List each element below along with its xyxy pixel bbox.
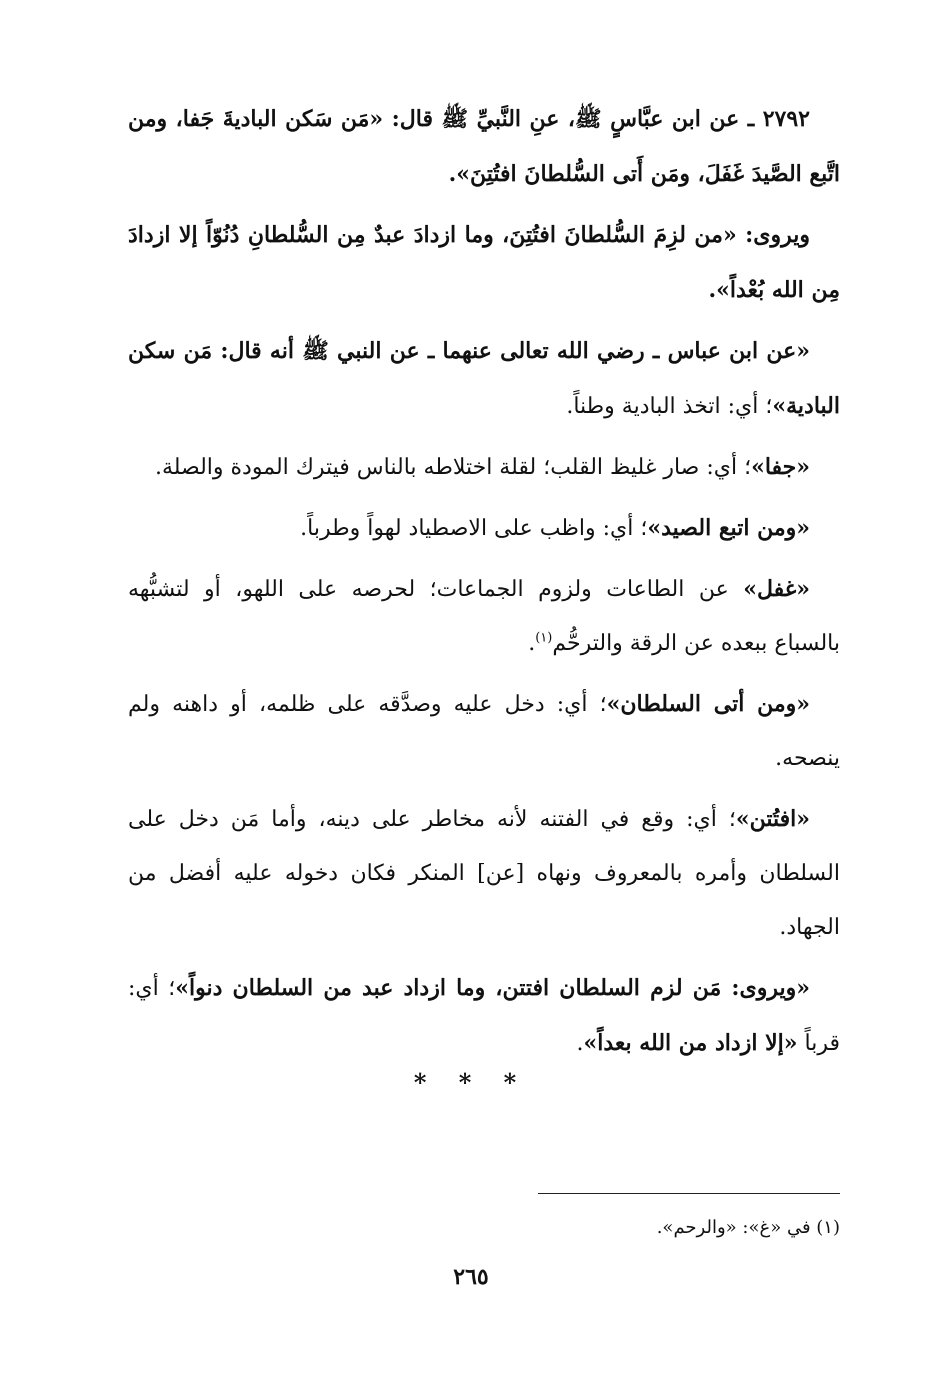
- paragraph: [128, 562, 840, 671]
- paragraph: [128, 961, 840, 1071]
- commentary-text: ؛ أي: اتخذ البادية وطناً.: [566, 394, 773, 419]
- paragraph: [128, 501, 840, 556]
- quoted-text: «عن ابن عباس ـ رضي الله تعالى عنهما ـ عن النبي ﷺ أنه قال: مَن سكن البادية»: [128, 338, 840, 419]
- commentary-text: .: [528, 631, 536, 656]
- commentary-text: ؛ أي: دخل عليه وصدَّقه على ظلمه، أو داهنه ولم ينصحه.: [128, 692, 840, 771]
- quoted-text: «جفا»: [751, 454, 810, 480]
- footnote-rule: [538, 1193, 840, 1194]
- commentary-text: ؛ أي: وقع في الفتنه لأنه مخاطر على دينه، وأما مَن دخل على السلطان وأمره بالمعروف ونهاه [عن] المنكر فكان دخوله عليه أفضل من الجهاد.: [128, 807, 840, 940]
- quoted-text: «ومن اتبع الصيد»: [647, 515, 810, 541]
- commentary-text: عن الطاعات ولزوم الجماعات؛ لحرصه على اللهو، أو لتشبُّهه بالسباع ببعده عن الرقة والترحُّم: [128, 577, 840, 656]
- paragraph: [128, 440, 840, 495]
- quoted-text: ٢٧٩٢ ـ عن ابن عبَّاسٍ ﷺ، عنِ النَّبيِّ ﷺ قال: «مَن سَكن الباديةَ جَفا، ومن اتَّبع الصَّيدَ غَفَلَ، ومَن أَتى السُّلطانَ افتُتِنَ».: [128, 106, 840, 187]
- quoted-text: «ويروى: مَن لزم السلطان افتتن، وما ازداد عبد من السلطان دنواً»: [175, 975, 810, 1001]
- quoted-text: ويروى: «من لزِمَ السُّلطانَ افتُتِنَ، وما ازدادَ عبدٌ مِن السُّلطانِ دُنُوّاً إلا ازدادَ مِن الله بُعْداً».: [128, 222, 840, 303]
- quoted-text: «ومن أتى السلطان»: [606, 691, 811, 717]
- paragraph: [128, 208, 840, 318]
- paragraph: [128, 324, 840, 434]
- commentary-text: ؛ أي: صار غليظ القلب؛ لقلة اختلاطه بالناس فيترك المودة والصلة.: [154, 455, 752, 480]
- paragraph: [128, 792, 840, 955]
- footnote-marker: (١): [535, 630, 553, 646]
- page-number: ٢٦٥: [453, 1264, 489, 1290]
- main-text: [128, 92, 840, 1077]
- commentary-text: ؛ أي: قرباً: [128, 976, 840, 1056]
- paragraph: [128, 677, 840, 786]
- commentary-text: ؛ أي: واظب على الاصطياد لهواً وطرباً.: [300, 516, 648, 541]
- paragraph: [128, 92, 840, 202]
- quoted-text: «افتُتن»: [735, 806, 810, 832]
- quoted-text: «غفل»: [743, 576, 810, 602]
- footnote: (١) في «غ»: «والرحم».: [656, 1217, 840, 1238]
- commentary-text: .: [576, 1031, 584, 1056]
- quoted-text: «إلا ازداد من الله بعداً»: [583, 1030, 798, 1056]
- section-separator: * * *: [413, 1068, 529, 1097]
